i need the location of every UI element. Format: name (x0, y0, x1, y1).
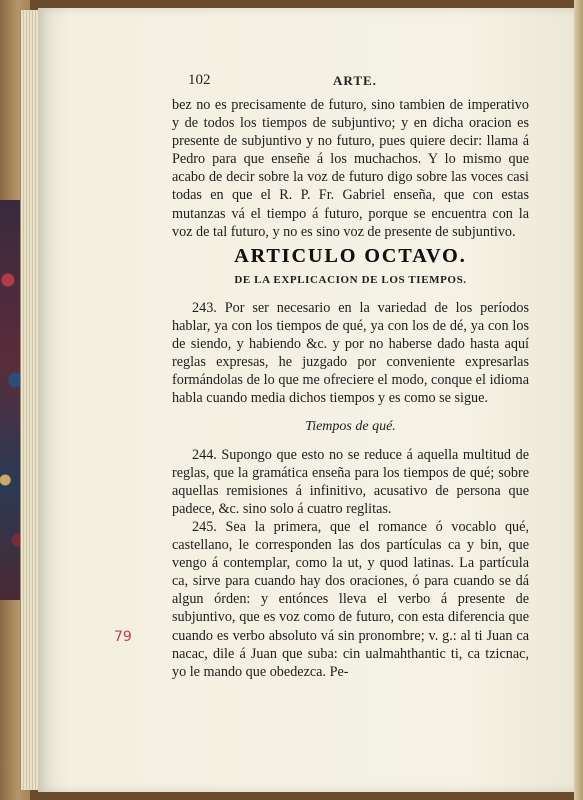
right-edge (574, 0, 583, 800)
paragraph-continuation: bez no es precisamente de futuro, sino tambien de imperativo y de todos los tiempos de subjuntivo; y en dicha oracion es presente de subjuntivo y no futuro, pues quiere decir: llama á Pedro para que enseñe á los muchachos. Y lo mismo que acabo de decir sobre la voz de futuro digo sobre las voces casi todas en que el R. P. Fr. Gabriel enseña, que con estas mutanzas vá el tiempo á futuro, porque se encuentra con la voz de tal futuro, y no es sino voz de presente de subjuntivo. (172, 97, 529, 240)
paragraph-244: 244. Supongo que esto no se reduce á aquella multitud de reglas, que la gramática enseña para los tiempos de qué; sobre aquellas remisiones á infinitivo, acusativo de persona que padece, &c. sino solo á cuatro reglitas. (172, 446, 529, 517)
paragraph-245: 245. Sea la primera, que el romance ó vocablo qué, castellano, le corresponden las dos partículas ca y bin, que vengo á contemplar, como la ut, y quod latinas. La partícula ca, sirve para cuando hay dos oraciones, ó para cuando se dá algun órden: y entónces lleva el verbo á presente de subjuntivo, que es voz como de futuro, con esta diferencia que cuando es verbo absoluto vá sin pronombre; v. g.: al ti Juan ca nacac, dile á Juan que suba: cin ualmahthantic ti, ca tzicnac, yo le mando que obedezca. Pe- (172, 518, 529, 680)
article-title: ARTICULO OCTAVO. (234, 244, 467, 267)
page-number: 102 (188, 72, 211, 88)
page-body (172, 96, 529, 681)
article-subtitle: DE LA EXPLICACION DE LOS TIEMPOS. (234, 273, 467, 286)
running-head: ARTE. (333, 73, 377, 88)
page-header (188, 72, 528, 92)
paragraph-243: 243. Por ser necesario en la variedad de los períodos hablar, ya con los tiempos de qué, ya con los de dé, ya con los de siendo, y habiendo &c. y por no haberse dado hasta aquí reglas expresas, he juzgado por conveniente expresarlas formándolas de lo que me ofreciere el modo, conque el idioma habla cuando media dichos tiempos y es como se sigue. (172, 299, 529, 407)
section-title: Tiempos de qué. (305, 418, 396, 434)
margin-note: 79 (114, 629, 132, 645)
